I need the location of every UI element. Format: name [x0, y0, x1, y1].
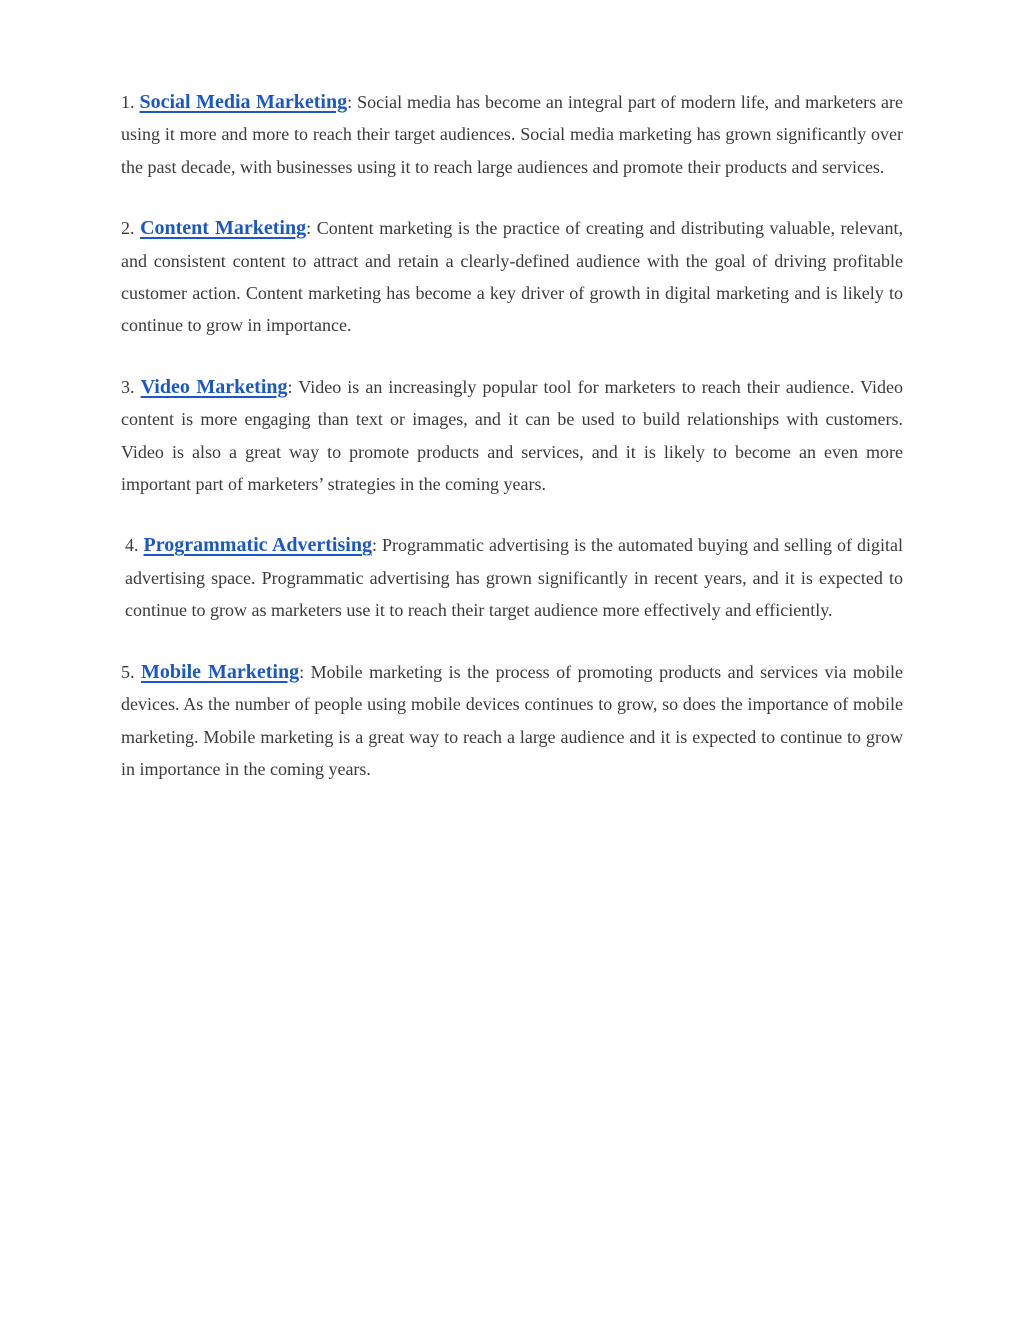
item-number: 5. [121, 661, 135, 682]
list-item-social-media-marketing: 1. Social Media Marketing: Social media has become an integral part of modern life, and marketers are using it more and more to reach their target audiences. Social media marketing has grown significantly over the past decade, with businesses using it to reach large audiences and promote their products and services. [121, 91, 904, 177]
item-number: 2. [121, 218, 135, 239]
item-description: Programmatic advertising is the automated buying and selling of digital advertising space. Programmatic advertising has grown significantly in recent years, and it is expected to continue to grow as marketers use it to reach their target audience more effectively and efficiently. [125, 535, 903, 621]
item-description: Social media has become an integral part of modern life, and marketers are using it more and more to reach their target audiences. Social media marketing has grown significantly over the past decade, with businesses using it to reach large audiences and promote their products and services. [121, 92, 904, 177]
list-item-mobile-marketing: 5. Mobile Marketing: Mobile marketing is the process of promoting products and services via mobile devices. As the number of people using mobile devices continues to grow, so does the importance of mobile marketing. Mobile marketing is a great way to reach a large audience and it is expected to continue to grow in importance in the coming years. [121, 660, 904, 779]
item-description: Content marketing is the practice of creating and distributing valuable, relevant, and consistent content to attract and retain a clearly-defined audience with the goal of driving profitable customer action. Content marketing has become a key driver of growth in digital marketing and is likely to continue to grow in importance. [121, 218, 904, 336]
list-item-programmatic-advertising: 4. Programmatic Advertising: Programmatic advertising is the automated buying and selling of digital advertising space. Programmatic advertising has grown significantly in recent years, and it is expected to continue to grow as marketers use it to reach their target audience more effectively and efficiently. [125, 534, 903, 621]
item-number: 3. [121, 376, 135, 397]
item-number: 1. [121, 92, 135, 112]
link-social-media-marketing[interactable]: Social Media Marketing [139, 91, 348, 113]
item-number: 4. [125, 535, 139, 556]
list-item-content-marketing: 2. Content Marketing: Content marketing is the practice of creating and distributing valuable, relevant, and consistent content to attract and retain a clearly-defined audience with the goal of driving profitable customer action. Content marketing has become a key driver of growth in digital marketing and is likely to continue to grow in importance. [121, 217, 904, 336]
link-content-marketing[interactable]: Content Marketing [140, 217, 307, 240]
link-video-marketing[interactable]: Video Marketing [140, 375, 288, 398]
list-item-video-marketing: 3. Video Marketing: Video is an increasingly popular tool for marketers to reach their audience. Video content is more engaging than text or images, and it can be used to build relationships with customers. Video is also a great way to promote products and services, and it is likely to become an even more important part of marketers’ strategies in the coming years. [121, 375, 903, 495]
item-description: Video is an increasingly popular tool for marketers to reach their audience. Video content is more engaging than text or images, and it can be used to build relationships with customers. Video is also a great way to promote products and services, and it is likely to become an even more important part of marketers’ strategies in the coming years. [121, 376, 903, 495]
link-programmatic-advertising[interactable]: Programmatic Advertising [143, 534, 372, 557]
link-mobile-marketing[interactable]: Mobile Marketing [141, 660, 300, 683]
item-description: Mobile marketing is the process of promoting products and services via mobile devices. As the number of people using mobile devices continues to grow, so does the importance of mobile marketing. Mobile marketing is a great way to reach a large audience and it is expected to continue to grow in importance in the coming years. [121, 661, 904, 779]
document-page [121, 86, 903, 814]
